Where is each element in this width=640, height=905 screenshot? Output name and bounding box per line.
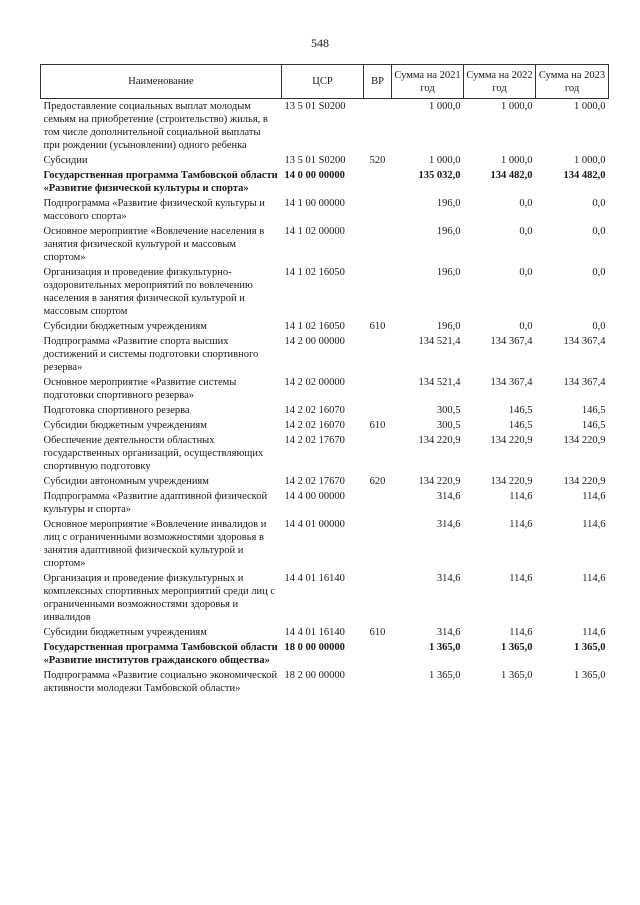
table-row [41,224,609,265]
table-row [41,517,609,571]
row-name: Подпрограмма «Развитие социально экономической активности молодежи Тамбовской области» [43,670,278,694]
row-sum-2022: 134 367,4 [490,336,533,347]
row-name: Субсидии [43,155,88,166]
row-sum-2021: 1 365,0 [429,670,461,681]
row-name: Подпрограмма «Развитие адаптивной физической культуры и спорта» [43,491,268,515]
row-sum-2021: 314,6 [436,573,461,584]
row-sum-2021: 314,6 [436,627,461,638]
row-sum-2021: 1 365,0 [429,642,461,653]
row-code: 14 1 02 00000 [284,226,345,237]
row-vr [364,375,392,403]
row-code: 18 2 00 00000 [284,670,345,681]
row-vr: 610 [369,420,386,431]
row-vr [364,571,392,625]
row-name: Субсидии бюджетным учреждениям [43,627,207,638]
row-sum-2022: 146,5 [508,420,533,431]
row-vr [364,640,392,668]
row-code: 14 4 01 16140 [284,627,345,638]
row-sum-2021: 134 521,4 [418,377,461,388]
table-row [41,640,609,668]
row-code: 14 2 02 17670 [284,476,345,487]
table-row [41,375,609,403]
row-code: 14 1 02 16050 [284,321,345,332]
row-sum-2022: 114,6 [509,491,533,502]
row-sum-2022: 1 365,0 [501,670,533,681]
table-row [41,334,609,375]
row-name: Предоставление социальных выплат молодым семьям на приобретение (строительство) жилья, в том числе дополнительной социальной выплаты при рождении (усыновлении) одного ребенка [43,101,268,151]
budget-table [40,64,609,696]
row-name: Основное мероприятие «Вовлечение инвалидов и лиц с ограниченными возможностями здоровья в занятия адаптивной физической культурой и спортом» [43,519,267,569]
row-sum-2022: 0,0 [519,267,533,278]
row-name: Субсидии автономным учреждениям [43,476,209,487]
row-sum-2023: 1 000,0 [574,155,606,166]
row-sum-2022: 1 000,0 [501,101,533,112]
row-sum-2023: 134 482,0 [563,170,606,181]
row-vr: 520 [369,155,386,166]
header-sum-2023: Сумма на 2023 год [536,65,609,99]
header-sum-2021: Сумма на 2021 год [392,65,464,99]
table-row [41,571,609,625]
row-vr [364,433,392,474]
row-sum-2022: 114,6 [509,519,533,530]
row-sum-2023: 1 000,0 [574,101,606,112]
row-vr [364,99,392,154]
row-sum-2022: 134 220,9 [490,476,533,487]
row-code: 13 5 01 S0200 [284,101,346,112]
row-sum-2021: 196,0 [436,198,461,209]
table-header [41,65,609,99]
table-row [41,625,609,640]
row-vr: 610 [369,321,386,332]
table-row [41,168,609,196]
row-sum-2021: 134 521,4 [418,336,461,347]
header-name: Наименование [41,65,282,99]
row-sum-2023: 114,6 [582,491,606,502]
row-code: 14 4 00 00000 [284,491,345,502]
row-vr [364,668,392,696]
row-name: Государственная программа Тамбовской области «Развитие физической культуры и спорта» [43,170,278,194]
row-name: Подпрограмма «Развитие физической культуры и массового спорта» [43,198,265,222]
row-sum-2022: 134 482,0 [490,170,533,181]
row-sum-2022: 146,5 [508,405,533,416]
row-name: Государственная программа Тамбовской области «Развитие институтов гражданского общества» [43,642,278,666]
row-code: 14 4 01 16140 [284,573,345,584]
row-sum-2023: 114,6 [582,573,606,584]
table-row [41,433,609,474]
table-row [41,196,609,224]
row-sum-2021: 196,0 [436,267,461,278]
row-code: 14 2 02 16070 [284,420,345,431]
row-code: 14 4 01 00000 [284,519,345,530]
page-number: 548 [311,36,329,50]
row-sum-2022: 1 000,0 [501,155,533,166]
row-sum-2023: 1 365,0 [574,670,606,681]
row-vr [364,168,392,196]
row-code: 14 2 02 17670 [284,435,345,446]
row-vr [364,489,392,517]
row-sum-2021: 134 220,9 [418,476,461,487]
row-sum-2021: 134 220,9 [418,435,461,446]
row-vr [364,334,392,375]
row-code: 14 2 02 16070 [284,405,345,416]
row-vr [364,517,392,571]
row-sum-2022: 114,6 [509,573,533,584]
row-name: Субсидии бюджетным учреждениям [43,321,207,332]
table-row [41,489,609,517]
header-code: ЦСР [282,65,364,99]
header-vr: ВР [364,65,392,99]
row-code: 14 2 00 00000 [284,336,345,347]
header-sum-2022: Сумма на 2022 год [464,65,536,99]
row-code: 14 1 02 16050 [284,267,345,278]
row-sum-2022: 0,0 [519,198,533,209]
row-vr [364,403,392,418]
header-row [41,65,609,99]
table-row [41,418,609,433]
row-sum-2022: 1 365,0 [501,642,533,653]
row-name: Подпрограмма «Развитие спорта высших достижений и системы подготовки спортивного резерва» [43,336,259,373]
row-sum-2023: 134 220,9 [563,476,606,487]
row-code: 14 1 00 00000 [284,198,345,209]
row-sum-2023: 0,0 [592,267,606,278]
row-sum-2021: 135 032,0 [418,170,461,181]
row-sum-2022: 134 367,4 [490,377,533,388]
row-vr: 610 [369,627,386,638]
row-name: Организация и проведение физкультурных и комплексных спортивных мероприятий среди лиц с ограниченными возможностями здоровья и инвалидов [43,573,276,623]
row-code: 18 0 00 00000 [284,642,345,653]
row-vr: 620 [369,476,386,487]
row-sum-2021: 1 000,0 [429,101,461,112]
row-sum-2023: 0,0 [592,321,606,332]
table-row [41,668,609,696]
row-name: Основное мероприятие «Развитие системы подготовки спортивного резерва» [43,377,237,401]
row-sum-2022: 0,0 [519,321,533,332]
row-name: Обеспечение деятельности областных государственных организаций, осуществляющих спортивную подготовку [43,435,264,472]
table-row [41,474,609,489]
row-sum-2021: 196,0 [436,321,461,332]
table-row [41,265,609,319]
row-sum-2023: 134 367,4 [563,377,606,388]
row-sum-2023: 134 367,4 [563,336,606,347]
row-sum-2021: 196,0 [436,226,461,237]
row-name: Организация и проведение физкультурно-оздоровительных мероприятий по вовлечению населения в занятия физической культурой и массовым спортом [43,267,253,317]
row-sum-2023: 146,5 [581,420,606,431]
table-row [41,153,609,168]
row-code: 14 0 00 00000 [284,170,345,181]
row-name: Подготовка спортивного резерва [43,405,190,416]
row-sum-2021: 314,6 [436,519,461,530]
table-body [41,99,609,697]
row-sum-2023: 114,6 [582,627,606,638]
row-vr [364,265,392,319]
row-sum-2023: 1 365,0 [574,642,606,653]
row-sum-2022: 134 220,9 [490,435,533,446]
row-vr [364,196,392,224]
row-sum-2023: 0,0 [592,226,606,237]
row-code: 14 2 02 00000 [284,377,345,388]
row-sum-2023: 114,6 [582,519,606,530]
row-sum-2021: 300,5 [436,420,461,431]
row-sum-2022: 0,0 [519,226,533,237]
row-name: Основное мероприятие «Вовлечение населения в занятия физической культурой и массовым спортом» [43,226,265,263]
row-sum-2023: 146,5 [581,405,606,416]
row-vr [364,224,392,265]
row-sum-2021: 300,5 [436,405,461,416]
table-row [41,99,609,154]
table-row [41,319,609,334]
row-sum-2023: 134 220,9 [563,435,606,446]
row-name: Субсидии бюджетным учреждениям [43,420,207,431]
row-code: 13 5 01 S0200 [284,155,346,166]
row-sum-2022: 114,6 [509,627,533,638]
table-row [41,403,609,418]
row-sum-2021: 1 000,0 [429,155,461,166]
row-sum-2023: 0,0 [592,198,606,209]
row-sum-2021: 314,6 [436,491,461,502]
